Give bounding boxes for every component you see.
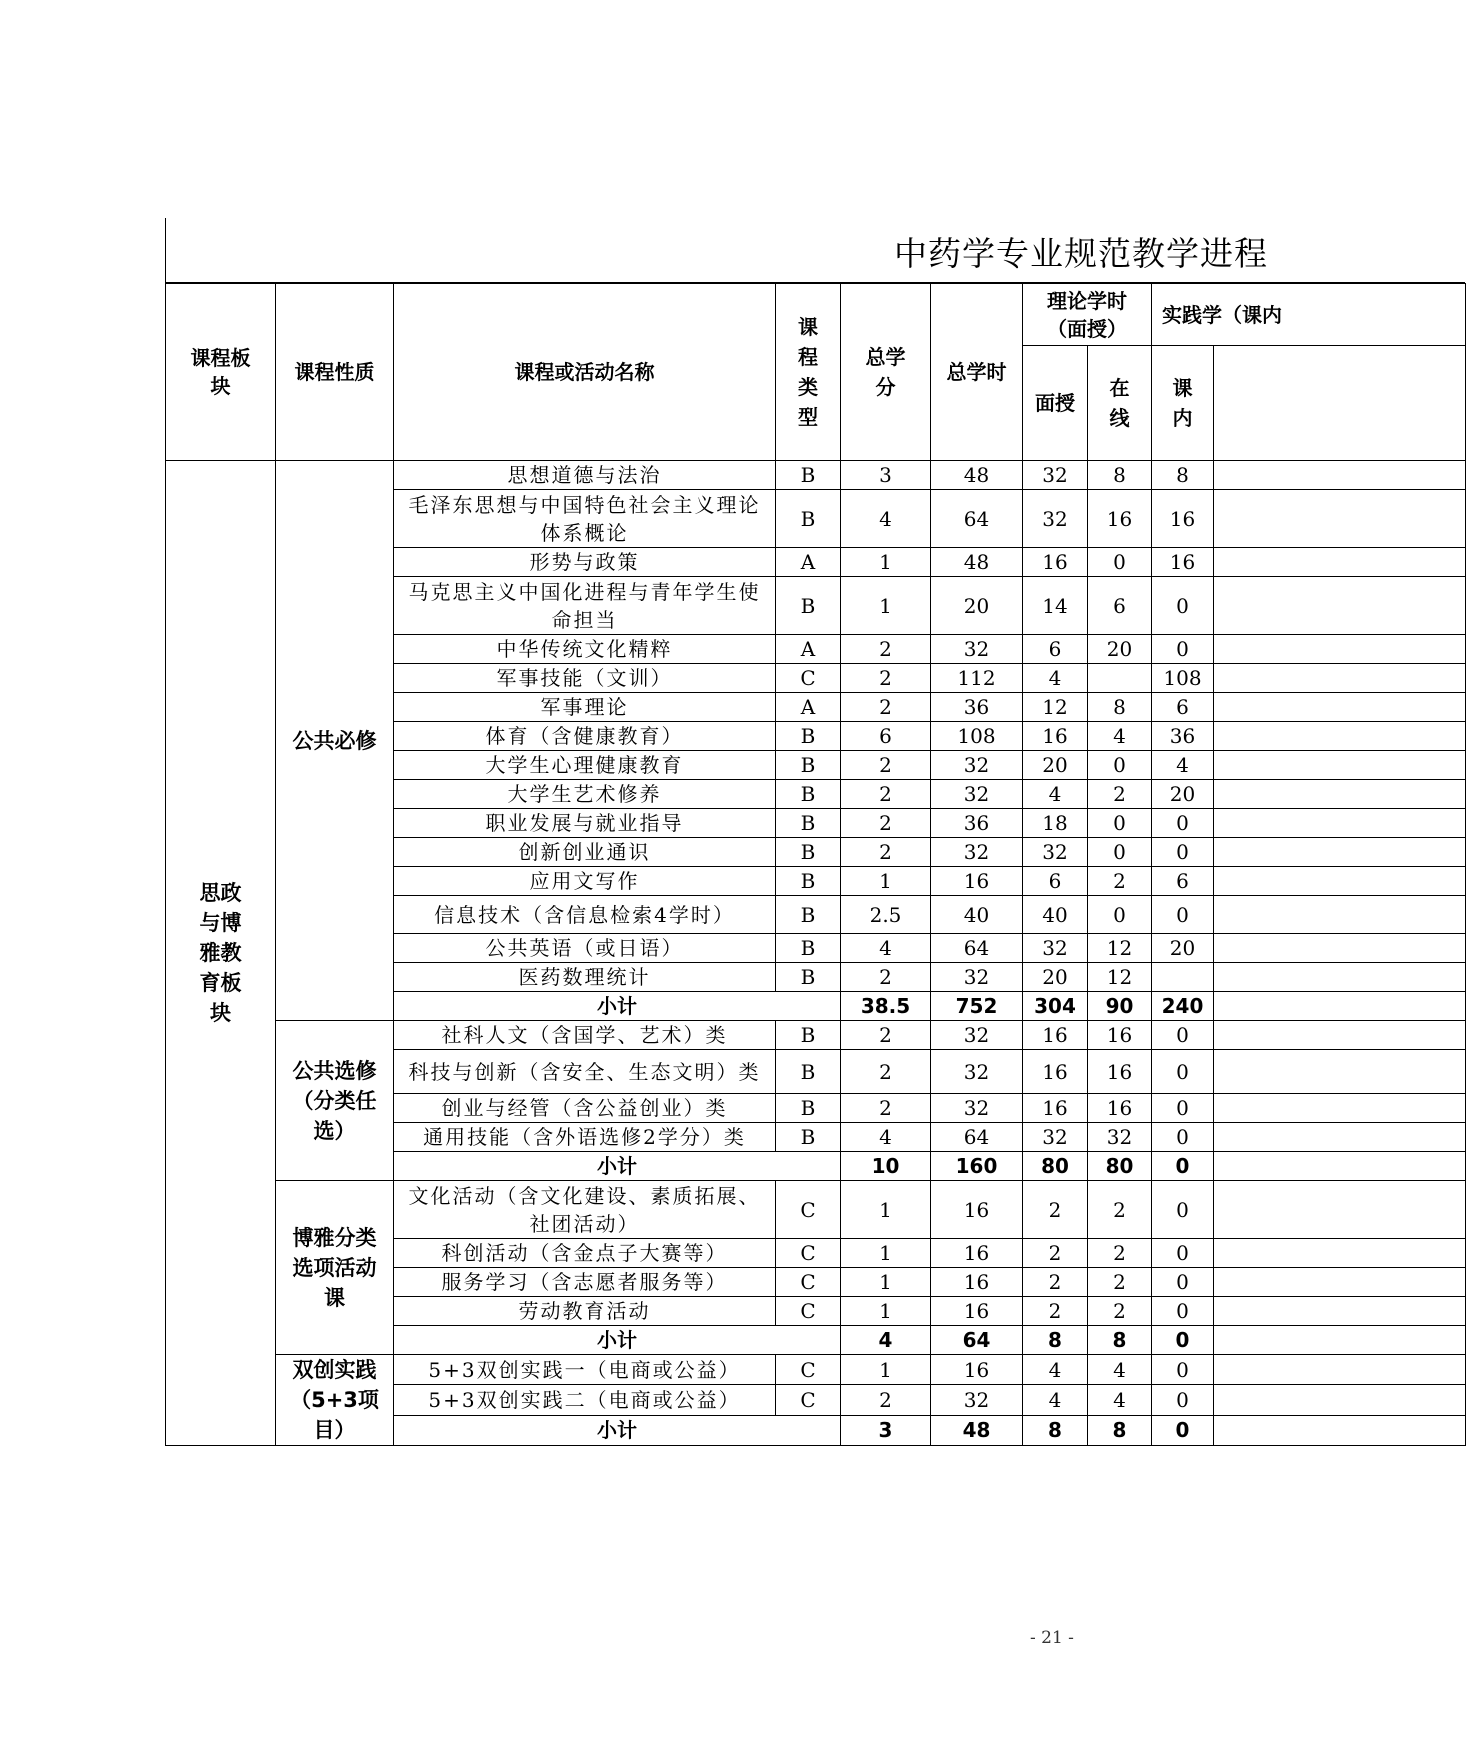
course-credits: 2 xyxy=(841,809,931,838)
course-hours: 32 xyxy=(931,635,1023,664)
subtotal-hours: 64 xyxy=(931,1326,1023,1355)
course-online: 2 xyxy=(1088,1297,1152,1326)
course-name: 信息技术（含信息检索4学时） xyxy=(394,896,776,934)
course-online: 4 xyxy=(1088,1355,1152,1385)
course-extra xyxy=(1214,1050,1466,1094)
course-online: 2 xyxy=(1088,1268,1152,1297)
course-name: 5+3双创实践一（电商或公益） xyxy=(394,1355,776,1385)
course-type: A xyxy=(776,635,841,664)
course-credits: 6 xyxy=(841,722,931,751)
course-name: 文化活动（含文化建设、素质拓展、社团活动） xyxy=(394,1181,776,1239)
subtotal-practice: 0 xyxy=(1152,1152,1214,1181)
header-block: 课程板块 xyxy=(166,284,276,461)
course-extra xyxy=(1214,780,1466,809)
course-hours: 32 xyxy=(931,963,1023,992)
course-face: 2 xyxy=(1023,1239,1088,1268)
course-face: 6 xyxy=(1023,867,1088,896)
course-practice: 0 xyxy=(1152,1385,1214,1415)
course-online: 2 xyxy=(1088,1239,1152,1268)
course-extra xyxy=(1214,490,1466,548)
subtotal-hours: 752 xyxy=(931,992,1023,1021)
course-online: 8 xyxy=(1088,693,1152,722)
course-hours: 36 xyxy=(931,809,1023,838)
course-credits: 2 xyxy=(841,751,931,780)
course-name: 创业与经管（含公益创业）类 xyxy=(394,1094,776,1123)
course-name: 职业发展与就业指导 xyxy=(394,809,776,838)
course-face: 20 xyxy=(1023,963,1088,992)
course-extra xyxy=(1214,1268,1466,1297)
course-practice: 0 xyxy=(1152,1355,1214,1385)
header-hours: 总学时 xyxy=(931,284,1023,461)
header-theory-face: 面授 xyxy=(1023,346,1088,461)
subtotal-extra xyxy=(1214,1152,1466,1181)
course-online: 2 xyxy=(1088,867,1152,896)
course-name: 马克思主义中国化进程与青年学生使命担当 xyxy=(394,577,776,635)
table-row xyxy=(166,1355,1466,1385)
course-hours: 16 xyxy=(931,1239,1023,1268)
course-face: 32 xyxy=(1023,838,1088,867)
course-name: 5+3双创实践二（电商或公益） xyxy=(394,1385,776,1415)
course-name: 医药数理统计 xyxy=(394,963,776,992)
course-name: 体育（含健康教育） xyxy=(394,722,776,751)
course-type: B xyxy=(776,1021,841,1050)
course-type: C xyxy=(776,1181,841,1239)
header-name: 课程或活动名称 xyxy=(394,284,776,461)
course-credits: 1 xyxy=(841,1268,931,1297)
course-credits: 2 xyxy=(841,635,931,664)
course-type: B xyxy=(776,751,841,780)
course-name: 大学生心理健康教育 xyxy=(394,751,776,780)
course-hours: 64 xyxy=(931,934,1023,963)
course-extra xyxy=(1214,722,1466,751)
course-online: 2 xyxy=(1088,780,1152,809)
course-face: 16 xyxy=(1023,548,1088,577)
course-practice: 16 xyxy=(1152,548,1214,577)
course-hours: 64 xyxy=(931,490,1023,548)
course-extra xyxy=(1214,934,1466,963)
header-theory-online: 在线 xyxy=(1088,346,1152,461)
course-hours: 108 xyxy=(931,722,1023,751)
course-online: 0 xyxy=(1088,838,1152,867)
course-face: 4 xyxy=(1023,780,1088,809)
section-nature: 双创实践（5+3项目） xyxy=(276,1355,394,1446)
course-practice: 6 xyxy=(1152,867,1214,896)
course-online: 16 xyxy=(1088,490,1152,548)
header-row xyxy=(166,284,1466,346)
course-hours: 16 xyxy=(931,867,1023,896)
course-type: B xyxy=(776,1094,841,1123)
course-practice: 0 xyxy=(1152,809,1214,838)
course-extra xyxy=(1214,896,1466,934)
table-row xyxy=(166,1181,1466,1239)
header-theory: 理论学时（面授） xyxy=(1023,284,1152,346)
course-credits: 2 xyxy=(841,780,931,809)
course-type: B xyxy=(776,722,841,751)
course-face: 2 xyxy=(1023,1268,1088,1297)
course-extra xyxy=(1214,838,1466,867)
course-face: 2 xyxy=(1023,1181,1088,1239)
course-practice: 8 xyxy=(1152,461,1214,490)
course-type: C xyxy=(776,1239,841,1268)
subtotal-hours: 48 xyxy=(931,1415,1023,1445)
header-extra xyxy=(1214,346,1466,461)
course-name: 军事技能（文训） xyxy=(394,664,776,693)
subtotal-extra xyxy=(1214,992,1466,1021)
table-row xyxy=(166,461,1466,490)
subtotal-extra xyxy=(1214,1415,1466,1445)
course-extra xyxy=(1214,693,1466,722)
course-credits: 2 xyxy=(841,838,931,867)
header-type: 课程类型 xyxy=(776,284,841,461)
course-face: 32 xyxy=(1023,934,1088,963)
subtotal-practice: 0 xyxy=(1152,1415,1214,1445)
course-hours: 16 xyxy=(931,1297,1023,1326)
course-credits: 4 xyxy=(841,490,931,548)
table-title: 中药学专业规范教学进程 xyxy=(894,234,1268,273)
subtotal-face: 80 xyxy=(1023,1152,1088,1181)
course-practice: 0 xyxy=(1152,635,1214,664)
course-hours: 36 xyxy=(931,693,1023,722)
course-hours: 32 xyxy=(931,780,1023,809)
course-practice: 0 xyxy=(1152,1094,1214,1123)
course-name: 中华传统文化精粹 xyxy=(394,635,776,664)
course-online: 0 xyxy=(1088,548,1152,577)
course-name: 社科人文（含国学、艺术）类 xyxy=(394,1021,776,1050)
course-hours: 40 xyxy=(931,896,1023,934)
subtotal-label: 小计 xyxy=(394,1415,841,1445)
course-hours: 20 xyxy=(931,577,1023,635)
subtotal-face: 304 xyxy=(1023,992,1088,1021)
course-hours: 112 xyxy=(931,664,1023,693)
course-face: 4 xyxy=(1023,1355,1088,1385)
course-face: 16 xyxy=(1023,722,1088,751)
course-practice: 4 xyxy=(1152,751,1214,780)
course-online: 20 xyxy=(1088,635,1152,664)
course-credits: 3 xyxy=(841,461,931,490)
course-face: 14 xyxy=(1023,577,1088,635)
course-credits: 4 xyxy=(841,1123,931,1152)
course-credits: 2 xyxy=(841,1094,931,1123)
course-online: 16 xyxy=(1088,1094,1152,1123)
course-name: 军事理论 xyxy=(394,693,776,722)
course-credits: 1 xyxy=(841,1239,931,1268)
subtotal-online: 8 xyxy=(1088,1415,1152,1445)
course-credits: 1 xyxy=(841,1297,931,1326)
curriculum-table xyxy=(165,283,1466,1446)
block-name: 思政与博雅教育板块 xyxy=(166,461,276,1446)
subtotal-hours: 160 xyxy=(931,1152,1023,1181)
course-online: 8 xyxy=(1088,461,1152,490)
course-extra xyxy=(1214,1385,1466,1415)
course-face: 18 xyxy=(1023,809,1088,838)
subtotal-online: 90 xyxy=(1088,992,1152,1021)
course-face: 4 xyxy=(1023,664,1088,693)
course-extra xyxy=(1214,809,1466,838)
course-online: 12 xyxy=(1088,934,1152,963)
table-row xyxy=(166,1021,1466,1050)
course-credits: 2 xyxy=(841,664,931,693)
course-type: A xyxy=(776,548,841,577)
course-practice: 0 xyxy=(1152,1297,1214,1326)
course-online: 6 xyxy=(1088,577,1152,635)
course-face: 16 xyxy=(1023,1094,1088,1123)
course-hours: 48 xyxy=(931,461,1023,490)
course-type: B xyxy=(776,780,841,809)
course-face: 32 xyxy=(1023,461,1088,490)
course-online: 16 xyxy=(1088,1021,1152,1050)
course-name: 应用文写作 xyxy=(394,867,776,896)
course-type: C xyxy=(776,1268,841,1297)
course-online: 0 xyxy=(1088,896,1152,934)
subtotal-credits: 10 xyxy=(841,1152,931,1181)
course-face: 2 xyxy=(1023,1297,1088,1326)
course-name: 形势与政策 xyxy=(394,548,776,577)
course-hours: 16 xyxy=(931,1181,1023,1239)
subtotal-credits: 3 xyxy=(841,1415,931,1445)
subtotal-label: 小计 xyxy=(394,992,841,1021)
header-nature: 课程性质 xyxy=(276,284,394,461)
course-credits: 2 xyxy=(841,693,931,722)
course-online: 2 xyxy=(1088,1181,1152,1239)
course-hours: 32 xyxy=(931,1094,1023,1123)
course-extra xyxy=(1214,461,1466,490)
course-type: B xyxy=(776,809,841,838)
course-face: 40 xyxy=(1023,896,1088,934)
course-credits: 2 xyxy=(841,1385,931,1415)
course-face: 32 xyxy=(1023,1123,1088,1152)
course-practice: 0 xyxy=(1152,1181,1214,1239)
course-credits: 2.5 xyxy=(841,896,931,934)
course-extra xyxy=(1214,1355,1466,1385)
course-type: A xyxy=(776,693,841,722)
section-nature: 公共必修 xyxy=(276,461,394,1021)
course-name: 创新创业通识 xyxy=(394,838,776,867)
course-credits: 2 xyxy=(841,1021,931,1050)
course-practice: 108 xyxy=(1152,664,1214,693)
course-type: C xyxy=(776,1385,841,1415)
course-face: 12 xyxy=(1023,693,1088,722)
course-name: 公共英语（或日语） xyxy=(394,934,776,963)
subtotal-online: 8 xyxy=(1088,1326,1152,1355)
course-name: 科技与创新（含安全、生态文明）类 xyxy=(394,1050,776,1094)
course-face: 6 xyxy=(1023,635,1088,664)
course-credits: 1 xyxy=(841,548,931,577)
course-extra xyxy=(1214,751,1466,780)
course-face: 16 xyxy=(1023,1050,1088,1094)
course-hours: 32 xyxy=(931,751,1023,780)
course-practice: 0 xyxy=(1152,1268,1214,1297)
course-extra xyxy=(1214,1094,1466,1123)
course-practice: 20 xyxy=(1152,934,1214,963)
course-extra xyxy=(1214,635,1466,664)
course-face: 32 xyxy=(1023,490,1088,548)
course-practice: 20 xyxy=(1152,780,1214,809)
course-extra xyxy=(1214,664,1466,693)
course-type: B xyxy=(776,838,841,867)
course-online: 4 xyxy=(1088,1385,1152,1415)
course-online xyxy=(1088,664,1152,693)
course-online: 4 xyxy=(1088,722,1152,751)
course-extra xyxy=(1214,867,1466,896)
course-extra xyxy=(1214,1021,1466,1050)
subtotal-label: 小计 xyxy=(394,1152,841,1181)
subtotal-practice: 240 xyxy=(1152,992,1214,1021)
course-type: B xyxy=(776,461,841,490)
course-extra xyxy=(1214,1123,1466,1152)
course-face: 4 xyxy=(1023,1385,1088,1415)
course-extra xyxy=(1214,577,1466,635)
section-nature: 博雅分类选项活动课 xyxy=(276,1181,394,1355)
course-name: 服务学习（含志愿者服务等） xyxy=(394,1268,776,1297)
header-practice-in: 课内 xyxy=(1152,346,1214,461)
subtotal-extra xyxy=(1214,1326,1466,1355)
course-practice: 0 xyxy=(1152,1021,1214,1050)
course-online: 32 xyxy=(1088,1123,1152,1152)
course-type: B xyxy=(776,577,841,635)
course-extra xyxy=(1214,548,1466,577)
course-hours: 64 xyxy=(931,1123,1023,1152)
course-hours: 32 xyxy=(931,838,1023,867)
subtotal-practice: 0 xyxy=(1152,1326,1214,1355)
course-type: B xyxy=(776,1123,841,1152)
course-type: B xyxy=(776,934,841,963)
course-hours: 32 xyxy=(931,1385,1023,1415)
course-face: 20 xyxy=(1023,751,1088,780)
course-name: 毛泽东思想与中国特色社会主义理论体系概论 xyxy=(394,490,776,548)
course-extra xyxy=(1214,1181,1466,1239)
course-extra xyxy=(1214,1239,1466,1268)
course-practice xyxy=(1152,963,1214,992)
course-practice: 6 xyxy=(1152,693,1214,722)
title-row xyxy=(165,218,1465,283)
subtotal-label: 小计 xyxy=(394,1326,841,1355)
course-practice: 0 xyxy=(1152,896,1214,934)
course-type: C xyxy=(776,1355,841,1385)
course-practice: 16 xyxy=(1152,490,1214,548)
course-type: C xyxy=(776,1297,841,1326)
course-online: 0 xyxy=(1088,751,1152,780)
course-practice: 0 xyxy=(1152,1239,1214,1268)
course-online: 0 xyxy=(1088,809,1152,838)
course-type: B xyxy=(776,896,841,934)
course-hours: 48 xyxy=(931,548,1023,577)
course-online: 12 xyxy=(1088,963,1152,992)
course-credits: 1 xyxy=(841,1181,931,1239)
course-type: B xyxy=(776,1050,841,1094)
course-practice: 0 xyxy=(1152,1050,1214,1094)
course-online: 16 xyxy=(1088,1050,1152,1094)
course-practice: 36 xyxy=(1152,722,1214,751)
course-name: 通用技能（含外语选修2学分）类 xyxy=(394,1123,776,1152)
course-type: B xyxy=(776,963,841,992)
course-hours: 16 xyxy=(931,1355,1023,1385)
course-extra xyxy=(1214,1297,1466,1326)
subtotal-online: 80 xyxy=(1088,1152,1152,1181)
course-name: 劳动教育活动 xyxy=(394,1297,776,1326)
course-name: 科创活动（含金点子大赛等） xyxy=(394,1239,776,1268)
course-face: 16 xyxy=(1023,1021,1088,1050)
header-credits: 总学分 xyxy=(841,284,931,461)
course-name: 大学生艺术修养 xyxy=(394,780,776,809)
course-type: B xyxy=(776,490,841,548)
subtotal-face: 8 xyxy=(1023,1415,1088,1445)
page-number: - 21 - xyxy=(1030,1628,1074,1648)
course-credits: 1 xyxy=(841,1355,931,1385)
course-credits: 2 xyxy=(841,963,931,992)
section-nature: 公共选修（分类任选） xyxy=(276,1021,394,1181)
course-type: C xyxy=(776,664,841,693)
course-practice: 0 xyxy=(1152,838,1214,867)
course-credits: 1 xyxy=(841,867,931,896)
course-credits: 2 xyxy=(841,1050,931,1094)
course-practice: 0 xyxy=(1152,1123,1214,1152)
curriculum-sheet xyxy=(165,218,1282,1524)
course-credits: 4 xyxy=(841,934,931,963)
course-hours: 32 xyxy=(931,1021,1023,1050)
subtotal-credits: 4 xyxy=(841,1326,931,1355)
subtotal-face: 8 xyxy=(1023,1326,1088,1355)
subtotal-credits: 38.5 xyxy=(841,992,931,1021)
course-practice: 0 xyxy=(1152,577,1214,635)
course-hours: 16 xyxy=(931,1268,1023,1297)
course-name: 思想道德与法治 xyxy=(394,461,776,490)
header-practice: 实践学（课内 xyxy=(1152,284,1466,346)
course-extra xyxy=(1214,963,1466,992)
course-hours: 32 xyxy=(931,1050,1023,1094)
course-type: B xyxy=(776,867,841,896)
course-credits: 1 xyxy=(841,577,931,635)
